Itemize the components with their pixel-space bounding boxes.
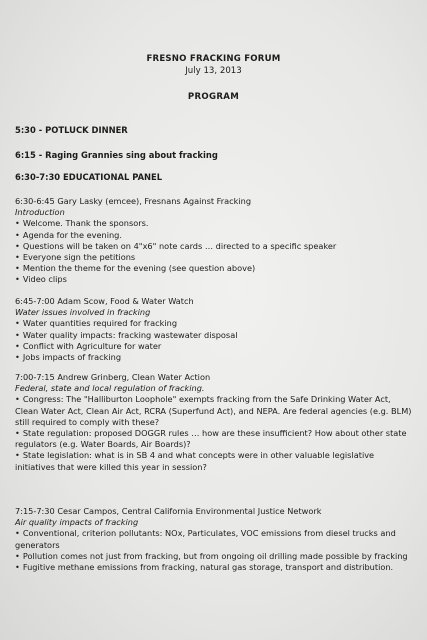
list-item: • Everyone sign the petitions bbox=[15, 252, 136, 263]
schedule-raging-grannies: 6:15 - Raging Grannies sing about fracking bbox=[15, 150, 218, 160]
list-item: • Pollution comes not just from fracking, but from ongoing oil drilling made possible by fracking bbox=[15, 550, 408, 561]
list-item: • Welcome. Thank the sponsors. bbox=[15, 218, 149, 229]
bullet-icon: • bbox=[15, 218, 20, 229]
bullet-icon: • bbox=[15, 450, 20, 461]
bullet-list bbox=[15, 318, 415, 363]
section-subtitle: Air quality impacts of fracking bbox=[15, 517, 139, 528]
bullet-icon: • bbox=[15, 550, 20, 561]
bullet-icon: • bbox=[15, 428, 20, 439]
bullet-list bbox=[15, 528, 415, 573]
bullet-icon: • bbox=[15, 318, 20, 329]
bullet-icon: • bbox=[15, 229, 20, 240]
section-heading: 6:30-6:45 Gary Lasky (emcee), Fresnans Against Fracking bbox=[15, 196, 252, 206]
list-item: • Mention the theme for the evening (see question above) bbox=[15, 263, 256, 274]
document-header bbox=[0, 54, 427, 102]
list-item: • Questions will be taken on 4"x6" note cards … directed to a specific speaker bbox=[15, 240, 337, 251]
panel-section-air-quality bbox=[15, 506, 415, 573]
section-subtitle: Introduction bbox=[15, 207, 65, 218]
panel-section-regulation bbox=[15, 372, 415, 473]
forum-title: FRESNO FRACKING FORUM bbox=[146, 54, 281, 64]
bullet-icon: • bbox=[15, 329, 20, 340]
bullet-icon: • bbox=[15, 340, 20, 351]
section-heading: 6:45-7:00 Adam Scow, Food & Water Watch bbox=[15, 296, 194, 306]
list-item: • Water quantities required for fracking bbox=[15, 318, 178, 329]
panel-section-introduction bbox=[15, 196, 415, 286]
list-item: • Water quality impacts: fracking wastewater disposal bbox=[15, 329, 238, 340]
list-item: • Fugitive methane emissions from fracking, natural gas storage, transport and distribution. bbox=[15, 562, 394, 573]
panel-section-water bbox=[15, 296, 415, 363]
bullet-icon: • bbox=[15, 240, 20, 251]
list-item: • State regulation: proposed DOGGR rules … how are these insufficient? How about other state regulators (e.g. Water Boards, Air Boards)? bbox=[15, 428, 407, 450]
section-subtitle: Water issues involved in fracking bbox=[15, 307, 151, 318]
bullet-icon: • bbox=[15, 528, 20, 539]
list-item: • Conflict with Agriculture for water bbox=[15, 340, 162, 351]
list-item: • Congress: The "Halliburton Loophole" exempts fracking from the Safe Drinking Water Act, Clean Water Act, Clean Air Act, RCRA (Superfund Act), and NEPA. Are federal agencies (e.g. BLM) still required to comply with these? bbox=[15, 394, 412, 427]
bullet-list bbox=[15, 394, 415, 472]
program-heading: PROGRAM bbox=[187, 92, 240, 102]
bullet-icon: • bbox=[15, 394, 20, 405]
section-subtitle: Federal, state and local regulation of fracking. bbox=[15, 383, 205, 394]
bullet-list bbox=[15, 218, 415, 285]
list-item: • Agenda for the evening. bbox=[15, 229, 122, 240]
section-heading: 7:15-7:30 Cesar Campos, Central California Environmental Justice Network bbox=[15, 506, 322, 516]
forum-date: July 13, 2013 bbox=[185, 66, 242, 76]
bullet-icon: • bbox=[15, 252, 20, 263]
list-item: • Video clips bbox=[15, 274, 67, 285]
bullet-icon: • bbox=[15, 562, 20, 573]
bullet-icon: • bbox=[15, 352, 20, 363]
list-item: • Conventional, criterion pollutants: NOx, Particulates, VOC emissions from diesel trucks and generators bbox=[15, 528, 396, 550]
bullet-icon: • bbox=[15, 263, 20, 274]
list-item: • Jobs impacts of fracking bbox=[15, 352, 122, 363]
schedule-educational-panel: 6:30-7:30 EDUCATIONAL PANEL bbox=[15, 172, 163, 182]
schedule-potluck: 5:30 - POTLUCK DINNER bbox=[15, 125, 128, 135]
list-item: • State legislation: what is in SB 4 and what concepts were in other valuable legislative initiatives that were killed this year in session? bbox=[15, 450, 375, 472]
bullet-icon: • bbox=[15, 274, 20, 285]
section-heading: 7:00-7:15 Andrew Grinberg, Clean Water Action bbox=[15, 372, 211, 382]
